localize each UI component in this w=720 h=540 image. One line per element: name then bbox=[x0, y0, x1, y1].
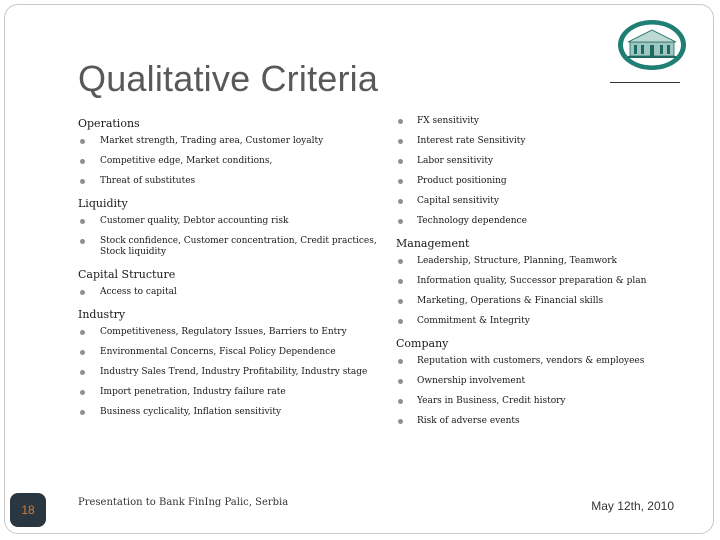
footer-presentation-label: Presentation to Bank FinIng Palic, Serbia bbox=[78, 497, 289, 508]
slide-title: Qualitative Criteria bbox=[78, 58, 379, 99]
list-item: Access to capital bbox=[78, 287, 378, 298]
bullet-icon bbox=[398, 399, 403, 404]
bullet-icon bbox=[80, 410, 85, 415]
list-item: Industry Sales Trend, Industry Profitability, Industry stage bbox=[78, 367, 378, 378]
slide-number: 18 bbox=[10, 493, 46, 527]
bullet-icon bbox=[80, 370, 85, 375]
list-item: Threat of substitutes bbox=[78, 176, 378, 187]
list-item: Market strength, Trading area, Customer loyalty bbox=[78, 136, 378, 147]
bullet-icon bbox=[398, 299, 403, 304]
heading-capital-structure: Capital Structure bbox=[78, 268, 176, 281]
bullet-icon bbox=[80, 139, 85, 144]
bullet-icon bbox=[398, 179, 403, 184]
list-item: Years in Business, Credit history bbox=[396, 396, 696, 407]
list-item: Leadership, Structure, Planning, Teamwork bbox=[396, 256, 696, 267]
list-item: Capital sensitivity bbox=[396, 196, 696, 207]
bullet-icon bbox=[398, 419, 403, 424]
bullet-icon bbox=[398, 139, 403, 144]
list-item: Labor sensitivity bbox=[396, 156, 696, 167]
list-item: Reputation with customers, vendors & employees bbox=[396, 356, 696, 367]
heading-management: Management bbox=[396, 237, 470, 250]
bullet-icon bbox=[398, 259, 403, 264]
heading-industry: Industry bbox=[78, 308, 126, 321]
heading-company: Company bbox=[396, 337, 449, 350]
right-column bbox=[396, 116, 696, 436]
bullet-icon bbox=[80, 330, 85, 335]
list-item: Business cyclicality, Inflation sensitivity bbox=[78, 407, 378, 418]
list-item: Commitment & Integrity bbox=[396, 316, 696, 327]
list-item: Technology dependence bbox=[396, 216, 696, 227]
bullet-icon bbox=[398, 219, 403, 224]
bullet-icon bbox=[80, 350, 85, 355]
bullet-icon bbox=[80, 159, 85, 164]
bullet-icon bbox=[80, 219, 85, 224]
bullet-icon bbox=[80, 290, 85, 295]
bullet-icon bbox=[398, 319, 403, 324]
title-divider bbox=[610, 82, 680, 83]
list-item: Competitiveness, Regulatory Issues, Barriers to Entry bbox=[78, 327, 378, 338]
bullet-icon bbox=[398, 159, 403, 164]
list-item: Ownership involvement bbox=[396, 376, 696, 387]
list-item: Customer quality, Debtor accounting risk bbox=[78, 216, 378, 227]
list-item: Information quality, Successor preparation & plan bbox=[396, 276, 696, 287]
list-item: Interest rate Sensitivity bbox=[396, 136, 696, 147]
left-column bbox=[78, 116, 378, 427]
heading-operations: Operations bbox=[78, 117, 140, 130]
bank-logo bbox=[616, 18, 688, 72]
list-item: Environmental Concerns, Fiscal Policy Dependence bbox=[78, 347, 378, 358]
heading-liquidity: Liquidity bbox=[78, 197, 128, 210]
bullet-icon bbox=[80, 239, 85, 244]
list-item: Stock confidence, Customer concentration, Credit practices, Stock liquidity bbox=[78, 236, 378, 258]
bullet-icon bbox=[398, 279, 403, 284]
list-item: Risk of adverse events bbox=[396, 416, 696, 427]
bullet-icon bbox=[398, 199, 403, 204]
bullet-icon bbox=[398, 119, 403, 124]
footer-date: May 12th, 2010 bbox=[591, 499, 674, 513]
list-item: Marketing, Operations & Financial skills bbox=[396, 296, 696, 307]
list-item: Competitive edge, Market conditions, bbox=[78, 156, 378, 167]
list-item: Product positioning bbox=[396, 176, 696, 187]
bullet-icon bbox=[80, 179, 85, 184]
bullet-icon bbox=[80, 390, 85, 395]
list-item: Import penetration, Industry failure rate bbox=[78, 387, 378, 398]
bullet-icon bbox=[398, 379, 403, 384]
list-item: FX sensitivity bbox=[396, 116, 696, 127]
bullet-icon bbox=[398, 359, 403, 364]
